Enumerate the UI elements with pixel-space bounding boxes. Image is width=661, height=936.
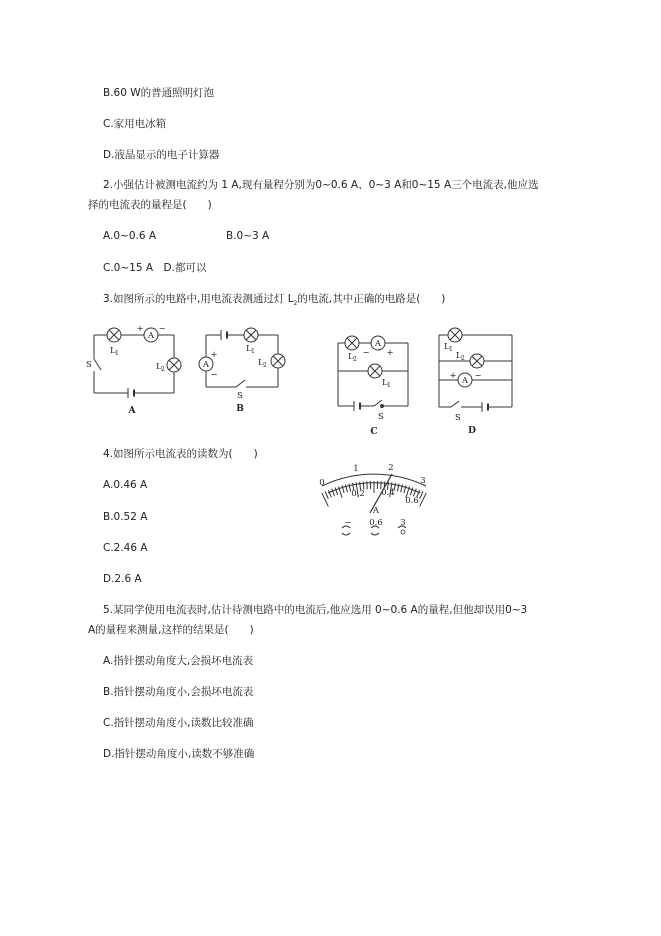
q2-stem-line1: 2.小强估计被测电流约为 1 A,现有量程分别为0~0.6 A、0~3 A和0~15 A三个电流表,他应选 bbox=[103, 179, 539, 191]
ammeter-inner-0-4: 0.4 bbox=[381, 488, 395, 498]
circuit-c-l2-sub: 2 bbox=[353, 356, 357, 363]
circuit-d-ammeter-letter: A bbox=[461, 376, 469, 386]
q2-option-a: A.0~0.6 A bbox=[103, 230, 157, 242]
circuit-c-l2-label: L bbox=[348, 352, 354, 362]
circuit-a-minus: − bbox=[158, 324, 166, 334]
circuit-b-ammeter-letter: A bbox=[202, 360, 210, 370]
circuit-b-l1-label: L bbox=[246, 344, 252, 354]
q2-option-b: B.0~3 A bbox=[226, 230, 270, 242]
circuit-c-l1-label: L bbox=[382, 378, 388, 388]
ammeter-scale-tick bbox=[420, 493, 427, 507]
ammeter-terminal-3: 3 bbox=[400, 518, 406, 528]
circuit-a-caption: A bbox=[128, 406, 136, 416]
circuit-d-caption: D bbox=[468, 426, 476, 436]
circuit-b-l2-label: L bbox=[258, 358, 264, 368]
circuit-d-l2-sub: 2 bbox=[461, 355, 465, 362]
circuit-a-l1-sub: 1 bbox=[115, 350, 119, 357]
circuit-a bbox=[88, 325, 188, 417]
q4-option-c: C.2.46 A bbox=[103, 542, 148, 554]
q2-option-cd: C.0~15 A D.都可以 bbox=[103, 262, 207, 274]
circuit-b bbox=[196, 325, 296, 417]
circuit-d-l1-label: L bbox=[444, 342, 450, 352]
q4-stem: 4.如图所示电流表的读数为( ) bbox=[103, 448, 258, 460]
ammeter-terminal-3-screw bbox=[401, 530, 405, 534]
ammeter-unit: A bbox=[372, 506, 380, 516]
q1-option-b: B.60 W的普通照明灯泡 bbox=[103, 87, 215, 99]
ammeter-dial bbox=[316, 458, 436, 548]
ammeter-outer-3: 3 bbox=[420, 476, 426, 486]
q5-option-b: B.指针摆动角度小,会损坏电流表 bbox=[103, 686, 254, 698]
circuit-d bbox=[434, 325, 524, 437]
ammeter-outer-0: 0 bbox=[319, 478, 325, 488]
circuit-b-switch-label: S bbox=[237, 391, 243, 401]
circuit-d-plus: + bbox=[449, 371, 457, 381]
q3-stem-after: 的电流,其中正确的电路是( ) bbox=[297, 293, 446, 305]
ammeter-outer-1: 1 bbox=[353, 464, 359, 474]
ammeter-inner-0-6: 0.6 bbox=[405, 496, 419, 506]
q1-option-c: C.家用电冰箱 bbox=[103, 118, 167, 130]
circuit-c-ammeter-letter: A bbox=[374, 339, 382, 349]
ammeter-scale-tick bbox=[322, 493, 329, 507]
q5-option-c: C.指针摆动角度小,读数比较准确 bbox=[103, 717, 254, 729]
q5-option-a: A.指针摆动角度大,会损坏电流表 bbox=[103, 655, 254, 667]
circuit-c-l1-sub: 1 bbox=[387, 382, 391, 389]
circuit-c-minus: − bbox=[362, 348, 370, 358]
circuit-a-switch-label: S bbox=[86, 360, 92, 370]
q1-option-d: D.液晶显示的电子计算器 bbox=[103, 149, 220, 161]
ammeter-terminal-0-6: 0.6 bbox=[369, 518, 383, 528]
ammeter-inner-0-2: 0.2 bbox=[351, 489, 365, 499]
circuit-b-plus: + bbox=[210, 350, 218, 360]
circuit-b-minus: − bbox=[210, 370, 218, 380]
circuit-a-ammeter-letter: A bbox=[147, 331, 155, 341]
circuit-a-plus: + bbox=[136, 324, 144, 334]
q5-stem-line1: 5.某同学使用电流表时,估计待测电路中的电流后,他应选用 0~0.6 A的量程,但他却误用0~3 bbox=[103, 604, 528, 616]
circuit-a-l2-label: L bbox=[156, 362, 162, 372]
q5-option-d: D.指针摆动角度小,读数不够准确 bbox=[103, 748, 255, 760]
circuit-d-l1-sub: 1 bbox=[449, 346, 453, 353]
q3-stem bbox=[103, 292, 445, 311]
circuit-c bbox=[334, 333, 424, 438]
circuit-c-switch-label: S bbox=[378, 412, 384, 422]
q4-option-b: B.0.52 A bbox=[103, 511, 148, 523]
circuit-c-caption: C bbox=[370, 427, 378, 437]
circuit-a-l2-sub: 2 bbox=[161, 366, 165, 373]
q3-stem-before: 3.如图所示的电路中,用电流表测通过灯 L bbox=[103, 293, 294, 305]
circuit-b-caption: B bbox=[236, 404, 244, 414]
q5-stem-line2: A的量程来测量,这样的结果是( ) bbox=[88, 624, 254, 636]
q4-option-d: D.2.6 A bbox=[103, 573, 142, 585]
circuit-d-l2-label: L bbox=[456, 351, 462, 361]
circuit-c-plus: + bbox=[386, 348, 394, 358]
circuit-b-l2-sub: 2 bbox=[263, 362, 267, 369]
circuit-d-minus: − bbox=[474, 371, 482, 381]
circuit-a-l1-label: L bbox=[110, 346, 116, 356]
circuit-d-switch-label: S bbox=[455, 413, 461, 423]
q2-stem-line2: 择的电流表的量程是( ) bbox=[88, 199, 212, 211]
q3-stem-subscript: 2 bbox=[293, 300, 298, 308]
ammeter-outer-2: 2 bbox=[388, 463, 394, 473]
circuit-b-l1-sub: 1 bbox=[251, 348, 255, 355]
ammeter-terminal-minus: − bbox=[344, 518, 352, 528]
q4-option-a: A.0.46 A bbox=[103, 479, 148, 491]
